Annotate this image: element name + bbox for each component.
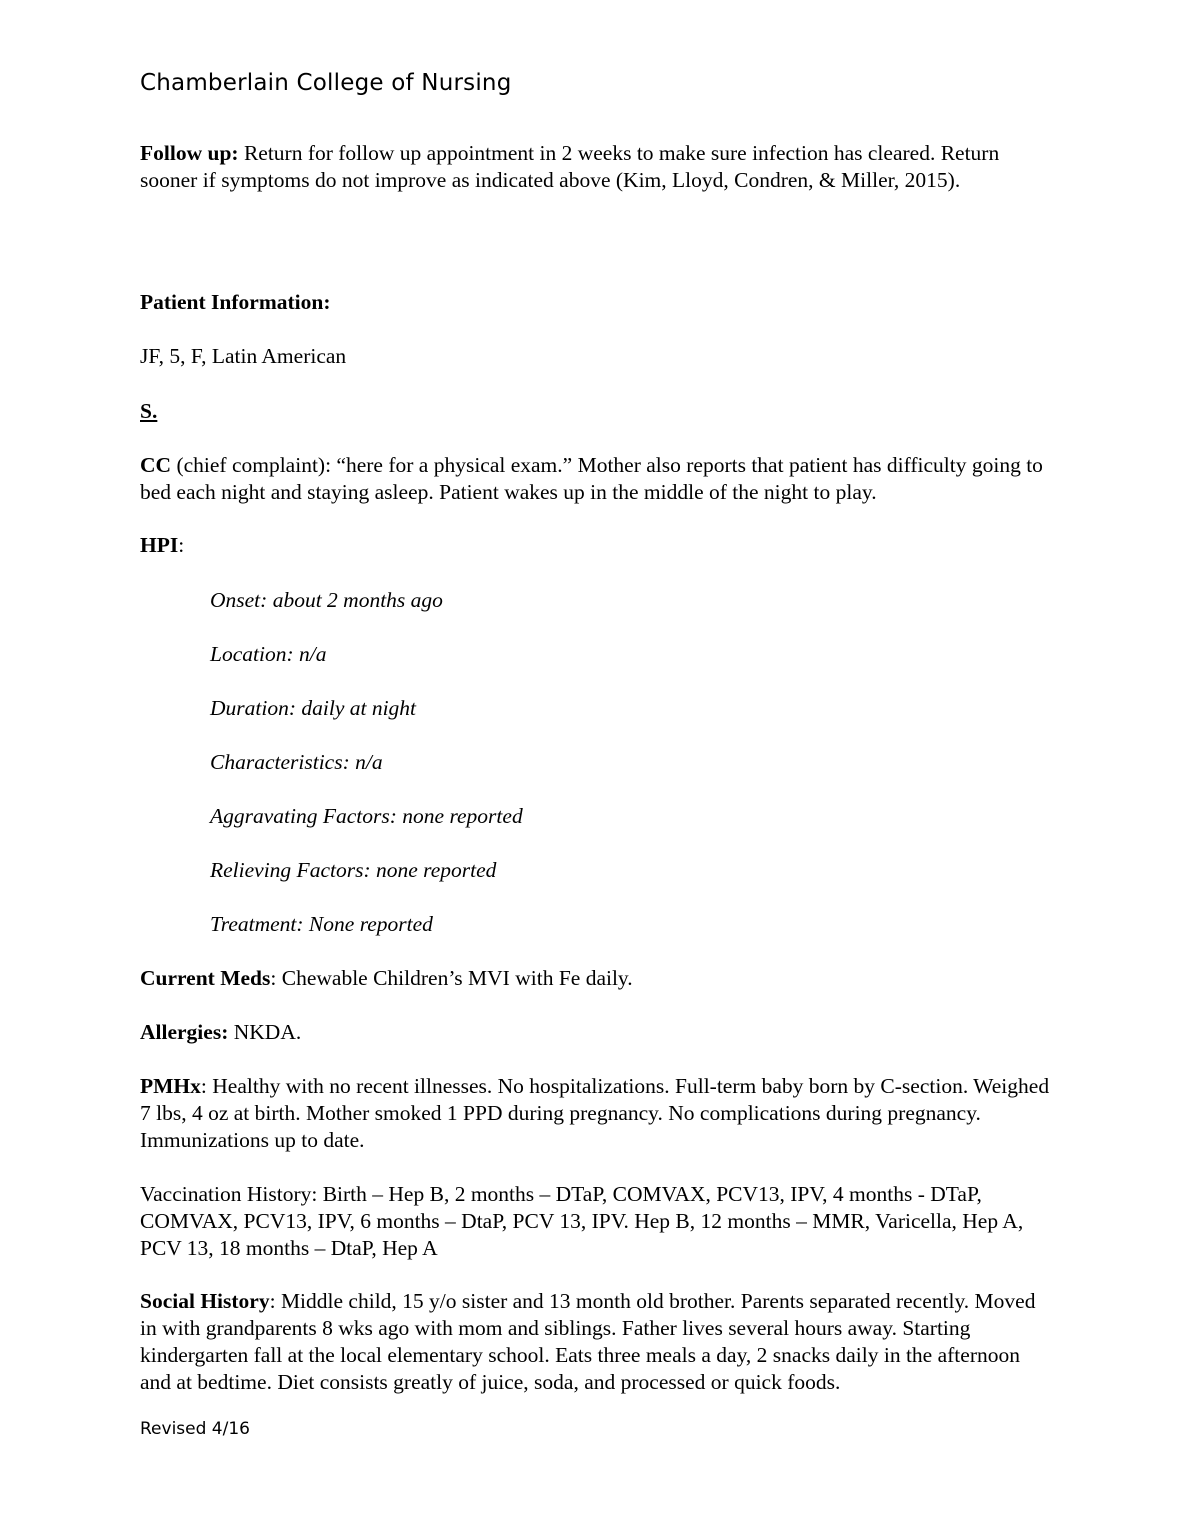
hpi-item-relieving: Relieving Factors: none reported (210, 858, 497, 882)
page-footer-revision: Revised 4/16 (140, 1419, 250, 1439)
allergies-text: NKDA. (228, 1020, 302, 1044)
hpi-item-onset: Onset: about 2 months ago (210, 588, 443, 612)
social-history-paragraph (140, 1288, 1055, 1396)
patient-info-text: JF, 5, F, Latin American (140, 344, 347, 368)
patient-info-label: Patient Information: (140, 290, 331, 314)
social-history-text: : Middle child, 15 y/o sister and 13 month old brother. Parents separated recently. Moved in with grandparents 8 wks ago with mom and siblings. Father lives several hours away. Starting kindergarten fall at the local elementary school. Eats three meals a day, 2 snacks daily in the afternoon and at bedtime. Diet consists greatly of juice, soda, and processed or quick foods. (140, 1289, 1036, 1394)
hpi-label: HPI (140, 533, 179, 557)
social-history-label: Social History (140, 1289, 270, 1313)
allergies-paragraph (140, 1019, 1055, 1046)
patient-info-heading (140, 289, 1055, 316)
hpi-item-aggravating: Aggravating Factors: none reported (210, 804, 523, 828)
current-meds-text: : Chewable Children’s MVI with Fe daily. (270, 966, 633, 990)
follow-up-text: Return for follow up appointment in 2 weeks to make sure infection has cleared. Return sooner if symptoms do not improve as indicated above (Kim, Lloyd, Condren, & Miller, 2015). (140, 141, 1000, 192)
allergies-label: Allergies: (140, 1020, 229, 1044)
follow-up-label: Follow up: (140, 141, 239, 165)
cc-text: (chief complaint): “here for a physical exam.” Mother also reports that patient has difficulty going to bed each night and staying asleep. Patient wakes up in the middle of the night to play. (140, 453, 1043, 504)
cc-label: CC (140, 453, 172, 477)
hpi-suffix: : (178, 533, 185, 557)
hpi-heading (140, 532, 1055, 559)
follow-up-paragraph (140, 140, 1055, 194)
hpi-item-characteristics: Characteristics: n/a (210, 750, 383, 774)
subjective-label: S. (140, 399, 158, 423)
hpi-item-treatment: Treatment: None reported (210, 912, 433, 936)
subjective-heading (140, 398, 1055, 425)
hpi-item-duration: Duration: daily at night (210, 696, 417, 720)
current-meds-label: Current Meds (140, 966, 271, 990)
vaccination-history-paragraph: Vaccination History: Birth – Hep B, 2 months – DTaP, COMVAX, PCV13, IPV, 4 months - DTaP, COMVAX, PCV13, IPV, 6 months – DtaP, PCV 13, IPV. Hep B, 12 months – MMR, Varicella, Hep A, PCV 13, 18 months – DtaP, Hep A (140, 1182, 1024, 1260)
pmhx-label: PMHx (140, 1074, 201, 1098)
current-meds-paragraph (140, 965, 1055, 992)
pmhx-paragraph (140, 1073, 1055, 1154)
chief-complaint-paragraph (140, 452, 1055, 506)
pmhx-text: : Healthy with no recent illnesses. No hospitalizations. Full-term baby born by C-section. Weighed 7 lbs, 4 oz at birth. Mother smoked 1 PPD during pregnancy. No complications during pregnancy. Immunizations up to date. (140, 1074, 1050, 1152)
hpi-item-location: Location: n/a (210, 642, 327, 666)
page-header-title: Chamberlain College of Nursing (140, 70, 512, 96)
